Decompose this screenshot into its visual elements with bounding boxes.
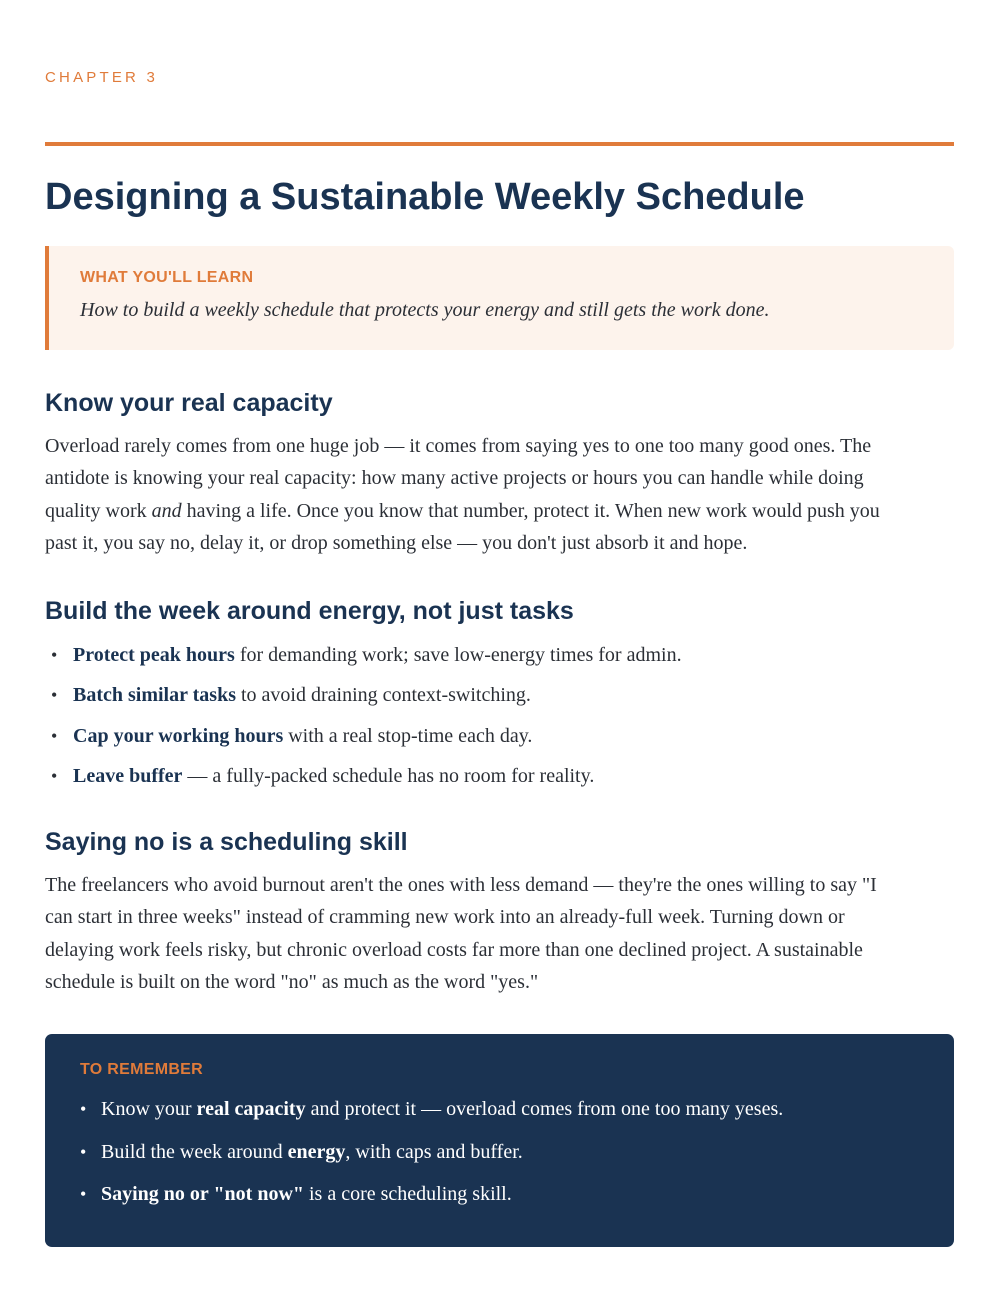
list-item [45,763,954,803]
list-item-bold: Leave buffer [73,764,183,787]
bullet-icon: • [80,1184,87,1204]
paragraph-line: The freelancers who avoid burnout aren't the ones with less demand — they're the ones willing to say "I [45,874,877,896]
energy-bullet-list [45,642,954,803]
bullet-icon: • [80,1099,87,1119]
bullet-icon: • [51,765,58,786]
text-run: , with caps and buffer. [345,1140,523,1163]
bullet-icon: • [51,725,58,746]
paragraph-line: delaying work feels risky, but chronic overload costs far more than one declined project. A sustainable [45,938,863,961]
list-item-text [73,642,682,668]
paragraph-line: antidote is knowing your real capacity: how many active projects or hours you can handle while doing [45,467,864,490]
bullet-icon: • [51,645,58,665]
list-item-rest: for demanding work; save low-energy times for admin. [234,644,682,666]
emphasis-text: and [151,499,182,522]
list-item-text [101,1181,512,1207]
list-item [45,682,954,722]
list-item-bold: Protect peak hours [73,644,235,666]
page-title: Designing a Sustainable Weekly Schedule [45,176,805,218]
paragraph-line: Overload rarely comes from one huge job — it comes from saying yes to one too many good ones. The [45,435,872,457]
list-item-text [101,1096,783,1122]
paragraph-line [45,495,954,527]
bullet-icon: • [80,1141,87,1162]
chapter-divider [45,142,954,146]
list-item-rest: to avoid draining context-switching. [235,684,531,707]
list-item-text [73,763,594,789]
text-run: Know your [101,1098,197,1120]
list-item-bold: Saying no or "not now" [101,1183,304,1205]
paragraph-line: can start in three weeks" instead of cramming new work into an already-full week. Turning down or [45,906,845,929]
section-paragraph-saying-no [45,869,954,998]
summary-callout [45,1034,954,1247]
list-item-rest: with a real stop-time each day. [283,724,533,747]
callout-text: How to build a weekly schedule that protects your energy and still gets the work done. [80,299,770,321]
list-item-text [73,682,531,708]
list-item [45,642,954,682]
text-run: and protect it — overload comes from one too many yeses. [305,1098,784,1120]
text-run: is a core scheduling skill. [304,1183,512,1205]
section-heading-energy: Build the week around energy, not just tasks [45,597,574,625]
section-paragraph-capacity [45,430,954,559]
learning-objective-callout [45,246,954,350]
callout-label: WHAT YOU'LL LEARN [80,269,254,286]
text-run: having a life. Once you know that number, protect it. When new work would push you [181,499,880,522]
list-item-bold: real capacity [196,1098,306,1120]
list-item [45,723,954,763]
list-item-text [73,723,532,749]
paragraph-line: schedule is built on the word "no" as much as the word "yes." [45,970,539,993]
paragraph-line: past it, you say no, delay it, or drop something else — you don't just absorb it and hope. [45,531,748,554]
list-item-bold: Cap your working hours [73,724,284,747]
bullet-icon: • [51,685,58,706]
text-run: Build the week around [101,1140,288,1163]
chapter-label: CHAPTER 3 [45,69,158,86]
list-item-text [101,1139,523,1165]
list-item-bold: energy [287,1140,346,1163]
list-item-bold: Batch similar tasks [73,684,236,707]
section-heading-saying-no: Saying no is a scheduling skill [45,828,408,856]
list-item-rest: — a fully-packed schedule has no room for reality. [182,764,595,787]
summary-label: TO REMEMBER [80,1061,204,1078]
section-heading-capacity: Know your real capacity [45,389,333,417]
text-run: quality work [45,499,152,522]
